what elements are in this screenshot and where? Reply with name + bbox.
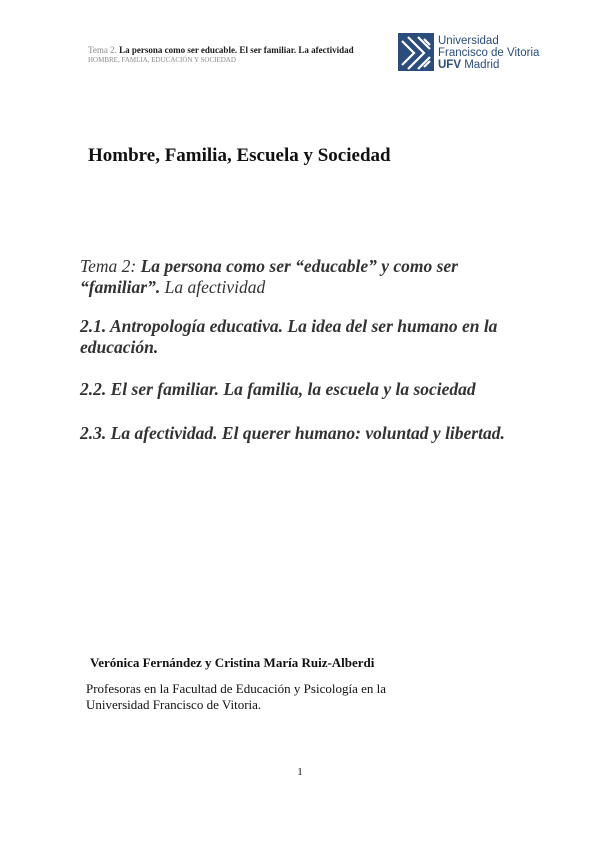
topic-text: Antropología educativa. La idea del ser humano en la educación.: [80, 316, 498, 357]
logo-ufv: UFV: [438, 59, 461, 71]
topic-text: La afectividad. El querer humano: voluntad y libertad.: [110, 423, 505, 443]
topic-number: 2.2.: [80, 379, 107, 399]
topic-2-3: [80, 423, 540, 444]
authors: Verónica Fernández y Cristina María Ruiz-Alberdi: [90, 655, 375, 670]
university-logo: [398, 33, 543, 73]
logo-wordmark: [438, 35, 539, 71]
topic-2-1: [80, 316, 540, 358]
topic-text: El ser familiar. La familia, la escuela y la sociedad: [110, 379, 476, 399]
header-main-title: La persona como ser educable. El ser familiar. La afectividad: [119, 45, 354, 55]
topic-number: 2.1.: [80, 316, 107, 336]
topic-text: La persona como ser “educable” y como ser “familiar”.: [80, 256, 458, 297]
ufv-emblem-icon: [398, 33, 434, 71]
logo-madrid: Madrid: [464, 59, 500, 71]
logo-line-1: Universidad: [438, 35, 499, 47]
header-prefix: Tema 2.: [88, 45, 117, 55]
affiliation: Profesoras en la Facultad de Educación y Psicología en la Universidad Francisco de Vitoria.: [86, 681, 386, 712]
topic-tema-2: [80, 256, 540, 298]
topic-subtext: La afectividad: [160, 277, 266, 297]
header-title: [88, 45, 354, 55]
header-subtitle: HOMBRE, FAMLIA, EDUCACIÓN Y SOCIEDAD: [88, 56, 236, 64]
logo-line-2: Francisco de Vitoria: [438, 47, 540, 59]
topic-number: Tema 2:: [80, 256, 137, 276]
topic-number: 2.3.: [80, 423, 107, 443]
page-number: 1: [297, 766, 303, 778]
document-title: Hombre, Familia, Escuela y Sociedad: [88, 145, 391, 166]
topic-2-2: [80, 379, 540, 400]
logo-line-3: [438, 59, 539, 71]
